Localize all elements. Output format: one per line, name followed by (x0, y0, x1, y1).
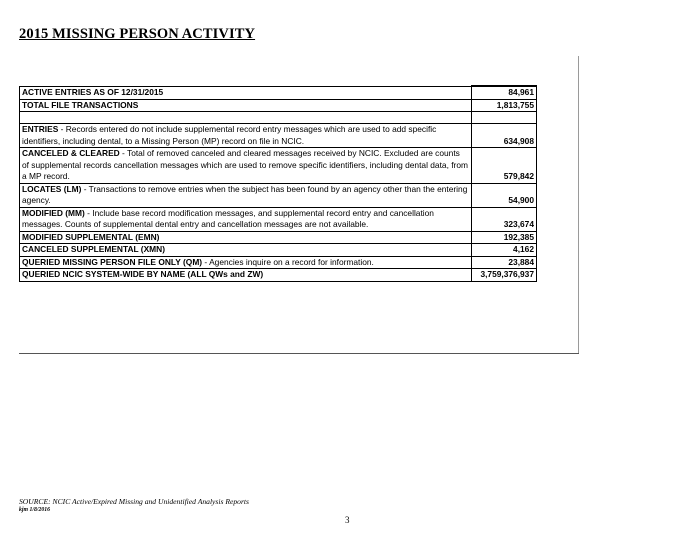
canceled-cleared-description: - Total of removed canceled and cleared messages received by NCIC. Excluded are counts of supplemental records cancellation messages which are used to remove specific identifiers, including dental data, from a MP record. (22, 148, 468, 181)
source-note: SOURCE: NCIC Active/Expired Missing and Unidentified Analysis Reports (19, 497, 249, 506)
table-row-total-transactions (20, 99, 537, 112)
frame-bottom-border (19, 353, 579, 354)
active-entries-value: 84,961 (472, 86, 537, 99)
page-number: 3 (345, 515, 350, 525)
table-row-canceled-cleared (20, 148, 537, 184)
canceled-supplemental-value: 4,162 (472, 244, 537, 257)
queried-ncic-label: QUERIED NCIC SYSTEM-WIDE BY NAME (ALL QWs and ZW) (20, 269, 472, 282)
table-row-modified (20, 207, 537, 231)
queried-mp-value: 23,884 (472, 256, 537, 269)
table-row-entries (20, 124, 537, 148)
entries-label: ENTRIES (22, 124, 59, 134)
modified-description: - Include base record modification messages, and supplemental record entry and cancellation messages. Counts of supplemental dental entry and cancellation messages are not available. (22, 207, 434, 229)
table-row-active-entries (20, 86, 537, 99)
modified-supplemental-value: 192,385 (472, 231, 537, 244)
entries-description: - Records entered do not include supplemental record entry messages which are used to add specific identifiers, including dental, to a Missing Person (MP) record on file in NCIC. (22, 124, 437, 146)
canceled-cleared-label: CANCELED & CLEARED (22, 148, 120, 158)
modified-cell (20, 207, 472, 231)
table-row-queried-ncic (20, 269, 537, 282)
modified-label: MODIFIED (MM) (22, 207, 85, 218)
locates-description: - Transactions to remove entries when the subject has been found by an agency other than the entering agency. (22, 183, 468, 205)
table-row-spacer (20, 112, 537, 124)
entries-cell (20, 124, 472, 148)
queried-mp-cell (20, 256, 472, 269)
canceled-cleared-cell (20, 148, 472, 184)
queried-ncic-value: 3,759,376,937 (472, 269, 537, 282)
table-row-locates (20, 183, 537, 207)
table-row-queried-mp (20, 256, 537, 269)
table-row-canceled-supplemental (20, 244, 537, 257)
spacer-cell (20, 112, 472, 124)
total-transactions-value: 1,813,755 (472, 99, 537, 112)
activity-table (19, 85, 537, 282)
frame-right-border (578, 56, 579, 354)
modified-supplemental-label: MODIFIED SUPPLEMENTAL (EMN) (20, 231, 472, 244)
locates-label: LOCATES (LM) (22, 183, 82, 194)
total-transactions-label: TOTAL FILE TRANSACTIONS (20, 99, 472, 112)
page-title: 2015 MISSING PERSON ACTIVITY (19, 26, 256, 42)
table-row-modified-supplemental (20, 231, 537, 244)
queried-mp-description: - Agencies inquire on a record for information. (202, 256, 374, 267)
entries-value: 634,908 (472, 124, 537, 148)
locates-cell (20, 183, 472, 207)
canceled-cleared-value: 579,842 (472, 148, 537, 184)
spacer-cell (472, 112, 537, 124)
canceled-supplemental-label: CANCELED SUPPLEMENTAL (XMN) (20, 244, 472, 257)
active-entries-label: ACTIVE ENTRIES AS OF 12/31/2015 (20, 86, 472, 99)
author-initials: kjm 1/8/2016 (19, 507, 51, 513)
queried-mp-label: QUERIED MISSING PERSON FILE ONLY (QM) (22, 256, 203, 267)
modified-value: 323,674 (472, 207, 537, 231)
locates-value: 54,900 (472, 183, 537, 207)
